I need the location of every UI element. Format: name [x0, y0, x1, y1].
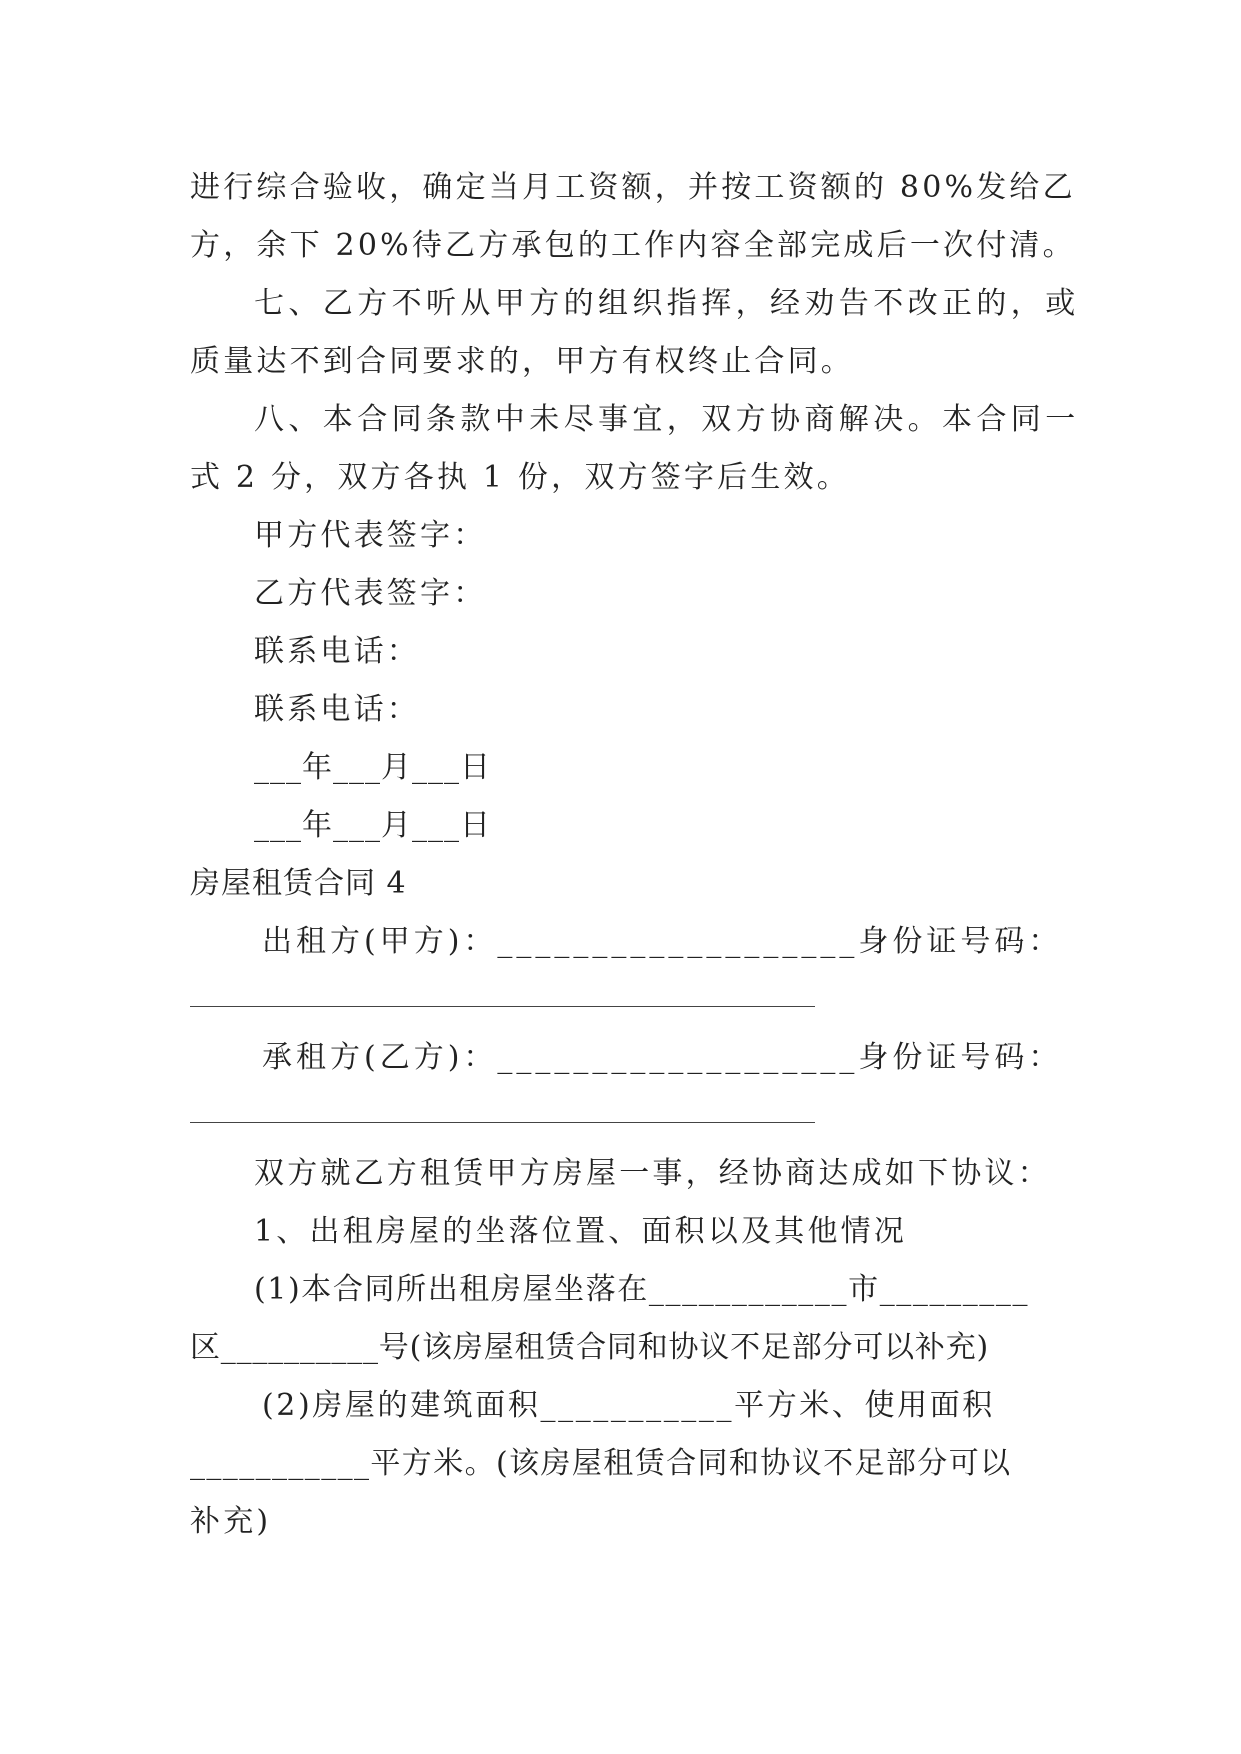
signature-label-party-a: 甲方代表签字：	[254, 518, 487, 553]
paragraph-line: 区__________号(该房屋租赁合同和协议不足部分可以补充)	[190, 1330, 990, 1365]
paragraph-line: 七、乙方不听从甲方的组织指挥，经劝告不改正的，或	[254, 286, 1080, 321]
paragraph-line: 进行综合验收，确定当月工资额，并按工资额的 80%发给乙	[190, 170, 1076, 205]
paragraph-line: (1)本合同所出租房屋坐落在____________市_________	[254, 1272, 1030, 1307]
signature-label-party-b: 乙方代表签字：	[254, 576, 487, 611]
paragraph-line: 双方就乙方租赁甲方房屋一事，经协商达成如下协议：	[254, 1156, 1051, 1191]
clause-heading: 1、出租房屋的坐落位置、面积以及其他情况	[254, 1214, 908, 1249]
paragraph-line: ___________平方米。(该房屋租赁合同和协议不足部分可以	[190, 1446, 1012, 1481]
paragraph-line: 方，余下 20%待乙方承包的工作内容全部完成后一次付清。	[190, 228, 1076, 263]
paragraph-line: 八、本合同条款中未尽事宜，双方协商解决。本合同一	[254, 402, 1080, 437]
date-line: ___年___月___日	[254, 750, 491, 785]
blank-underline	[190, 1122, 815, 1123]
paragraph-line: 式 2 分，双方各执 1 份，双方签字后生效。	[190, 460, 850, 495]
lessor-line: 出租方(甲方)：___________________身份证号码：	[262, 924, 1063, 959]
phone-label: 联系电话：	[254, 692, 420, 727]
section-title: 房屋租赁合同 4	[190, 866, 407, 901]
phone-label: 联系电话：	[254, 634, 420, 669]
paragraph-line: 补充)	[190, 1504, 272, 1539]
date-line: ___年___月___日	[254, 808, 491, 843]
blank-underline	[190, 1006, 815, 1007]
paragraph-line: 质量达不到合同要求的，甲方有权终止合同。	[190, 344, 854, 379]
paragraph-line: (2)房屋的建筑面积___________平方米、使用面积	[262, 1388, 995, 1423]
lessee-line: 承租方(乙方)：___________________身份证号码：	[262, 1040, 1063, 1075]
